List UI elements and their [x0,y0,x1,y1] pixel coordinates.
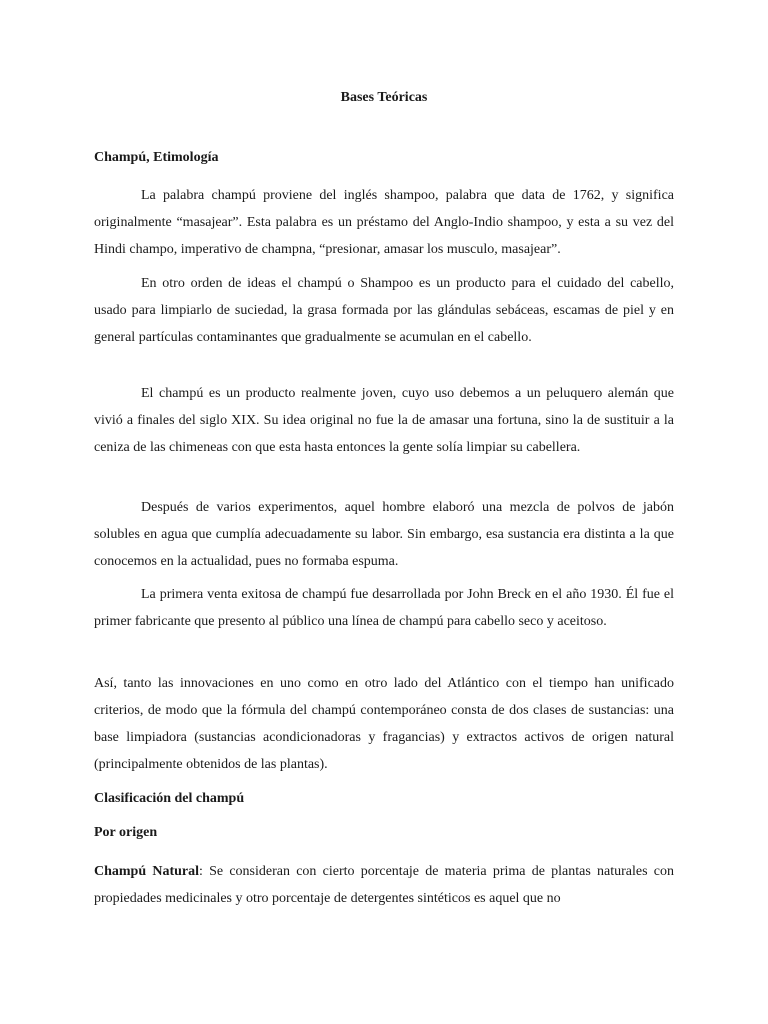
paragraph-innovaciones: Así, tanto las innovaciones en uno como en otro lado del Atlántico con el tiempo han unificado criterios, de modo que la fórmula del champú contemporáneo consta de dos clases de sustancias: una base limpiadora (sustancias acondicionadoras y fragancias) y extractos activos de origen natural (principalmente obtenidos de las plantas). [94,676,674,772]
paragraph-experimentos: Después de varios experimentos, aquel hombre elaboró una mezcla de polvos de jabón solubles en agua que cumplía adecuadamente su labor. Sin embargo, esa sustancia era distinta a la que conocemos en la actualidad, pues no formaba espuma. [94,500,674,569]
paragraph-origen-historico: El champú es un producto realmente joven, cuyo uso debemos a un peluquero alemán que vivió a finales del siglo XIX. Su idea original no fue la de amasar una fortuna, sino la de sustituir a la ceniza de las chimeneas con que esta hasta entonces la gente solía limpiar su cabellera. [94,386,674,455]
term-champu-natural: Champú Natural [94,864,200,879]
definition-champu-natural: : Se consideran con cierto porcentaje de materia prima de plantas naturales con propiedades medicinales y otro porcentaje de detergentes sintéticos es aquel que no [94,864,674,906]
paragraph-definicion: En otro orden de ideas el champú o Shampoo es un producto para el cuidado del cabello, usado para limpiarlo de suciedad, la grasa formada por las glándulas sebáceas, escamas de piel y en general partículas contaminantes que gradualmente se acumulan en el cabello. [94,276,674,345]
page-title: Bases Teóricas [340,90,428,105]
paragraph-primera-venta: La primera venta exitosa de champú fue desarrollada por John Breck en el año 1930. Él fue el primer fabricante que presento al público una línea de champú para cabello seco y aceitoso. [94,587,674,629]
section-heading-clasificacion: Clasificación del champú [94,791,245,806]
section-heading-etimologia: Champú, Etimología [94,150,219,165]
paragraph-champu-natural [94,858,674,912]
paragraph-etimologia: La palabra champú proviene del inglés shampoo, palabra que data de 1762, y significa originalmente “masajear”. Esta palabra es un préstamo del Anglo-Indio shampoo, y esta a su vez del Hindi champo, imperativo de champna, “presionar, amasar los musculo, masajear”. [94,188,674,257]
subsection-heading-origen: Por origen [94,825,158,840]
